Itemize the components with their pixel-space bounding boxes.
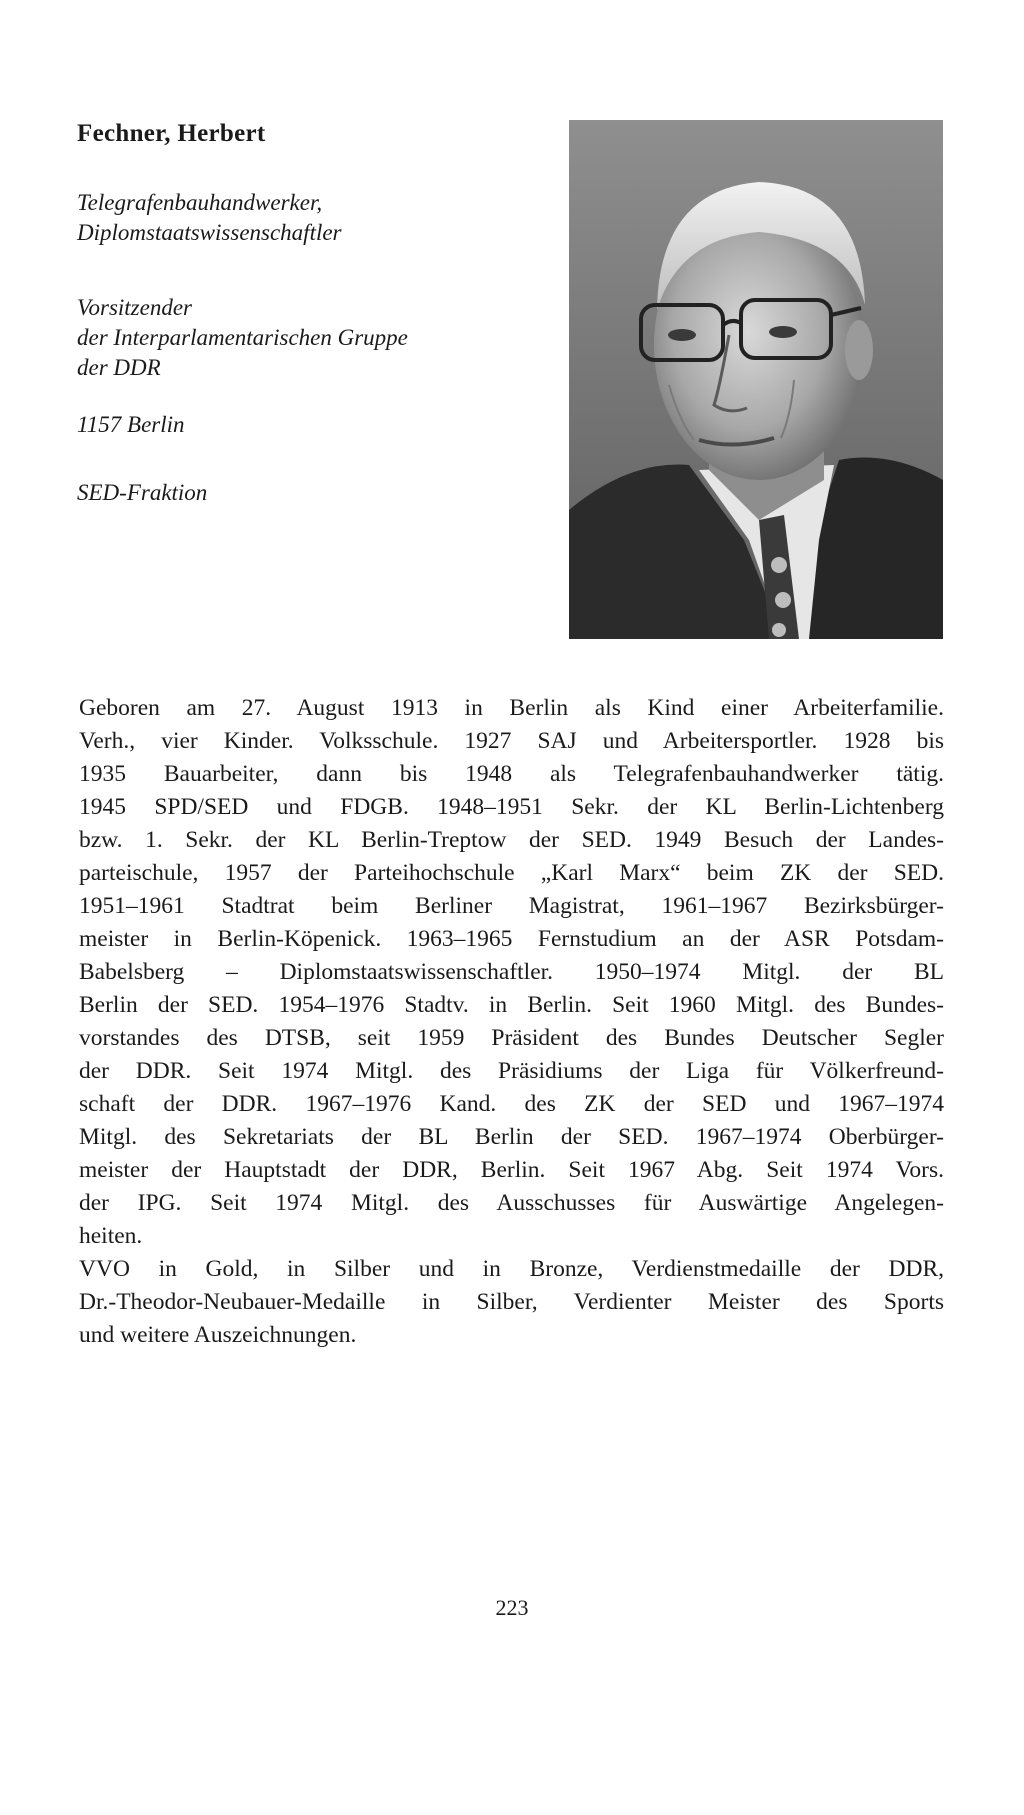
position-title [77,293,408,383]
occupation [77,188,342,248]
occupation-line: Telegrafenbauhandwerker, [77,190,323,215]
occupation-line: Diplomstaatswissenschaftler [77,220,342,245]
biography-line: meister in Berlin-Köpenick. 1963–1965 Fernstudium an der ASR Potsdam- [79,926,944,952]
person-name: Fechner, Herbert [77,120,266,147]
page-number: 223 [495,1595,529,1620]
awards-line: und weitere Auszeichnungen. [79,1322,357,1348]
position-line: der Interparlamentarischen Gruppe [77,325,408,350]
biography-line: 1951–1961 Stadtrat beim Berliner Magistrat, 1961–1967 Bezirksbürger- [79,893,944,919]
position-line: Vorsitzender [77,295,192,320]
biography-line: heiten. [79,1223,143,1249]
biography-line: Mitgl. des Sekretariats der BL Berlin der SED. 1967–1974 Oberbürger- [79,1124,944,1150]
awards-line: VVO in Gold, in Silber und in Bronze, Verdienstmedaille der DDR, [79,1256,944,1282]
biography-line: bzw. 1. Sekr. der KL Berlin-Treptow der SED. 1949 Besuch der Landes- [79,827,944,853]
biography-line: parteischule, 1957 der Parteihochschule „Karl Marx“ beim ZK der SED. [79,860,944,886]
biography-line: Berlin der SED. 1954–1976 Stadtv. in Berlin. Seit 1960 Mitgl. des Bundes- [79,992,944,1018]
portrait-photo-icon [569,120,943,639]
biography-line: der DDR. Seit 1974 Mitgl. des Präsidiums der Liga für Völkerfreund- [79,1058,944,1084]
biography-line: Verh., vier Kinder. Volksschule. 1927 SAJ und Arbeitersportler. 1928 bis [79,728,944,754]
parliamentary-fraction: SED-Fraktion [77,480,208,505]
biography-line: Geboren am 27. August 1913 in Berlin als Kind einer Arbeiterfamilie. [79,695,944,721]
biography-line: schaft der DDR. 1967–1976 Kand. des ZK der SED und 1967–1974 [79,1091,944,1117]
biography-line: meister der Hauptstadt der DDR, Berlin. Seit 1967 Abg. Seit 1974 Vors. [79,1157,944,1183]
biography-line: Babelsberg – Diplomstaatswissenschaftler. 1950–1974 Mitgl. der BL [79,959,944,985]
biography-line: 1945 SPD/SED und FDGB. 1948–1951 Sekr. der KL Berlin-Lichtenberg [79,794,944,820]
awards-line: Dr.-Theodor-Neubauer-Medaille in Silber, Verdienter Meister des Sports [79,1289,944,1315]
position-line: der DDR [77,355,161,380]
biography-line: 1935 Bauarbeiter, dann bis 1948 als Telegrafenbauhandwerker tätig. [79,761,944,787]
portrait-photo [569,120,943,639]
biography-line: der IPG. Seit 1974 Mitgl. des Ausschusses für Auswärtige Angelegen- [79,1190,944,1216]
biography-line: vorstandes des DTSB, seit 1959 Präsident des Bundes Deutscher Segler [79,1025,944,1051]
biography [79,692,944,1352]
city: 1157 Berlin [77,412,185,437]
